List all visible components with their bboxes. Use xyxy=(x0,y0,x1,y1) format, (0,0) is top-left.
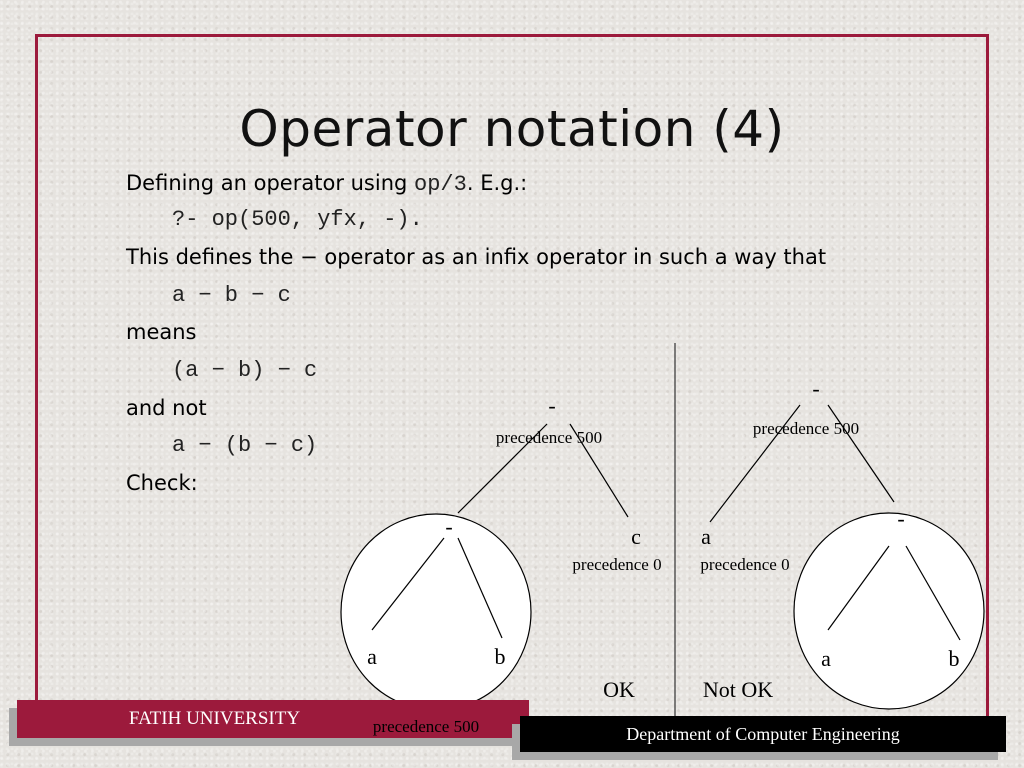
code-expression-3: a − (b − c) xyxy=(172,433,318,458)
defining-suffix: . E.g.: xyxy=(466,171,528,195)
footer-department-bar xyxy=(520,716,1006,752)
text-check: Check: xyxy=(126,471,198,495)
right-subtree-op: - xyxy=(897,506,905,531)
slide-title: Operator notation (4) xyxy=(239,100,785,158)
right-root-precedence: precedence 500 xyxy=(752,419,860,438)
text-and-not: and not xyxy=(126,396,207,420)
left-subtree-circle xyxy=(341,514,531,710)
right-leaf-a-precedence: precedence 0 xyxy=(700,555,790,574)
left-root-precedence: precedence 500 xyxy=(495,428,603,447)
footer-university-name: FATIH UNIVERSITY xyxy=(128,708,301,729)
defining-code: op/3 xyxy=(414,172,467,197)
right-subtree-leaf-a: a xyxy=(821,646,831,671)
this-defines-b: operator as an infix operator in such a way that xyxy=(317,245,827,269)
right-subtree-circle xyxy=(794,513,984,709)
left-leaf-a: a xyxy=(367,644,377,669)
left-leaf-b: b xyxy=(494,644,506,669)
footer-university-bar xyxy=(17,700,529,738)
left-subtree-op: - xyxy=(445,514,453,539)
text-means: means xyxy=(126,320,197,344)
footer-department-name: Department of Computer Engineering xyxy=(626,724,900,744)
left-circle-precedence: precedence 500 xyxy=(372,717,480,736)
left-leaf-c: c xyxy=(631,524,641,549)
left-verdict-ok: OK xyxy=(603,677,635,702)
this-defines-a: This defines the xyxy=(126,245,301,269)
left-leaf-c-precedence: precedence 0 xyxy=(572,555,662,574)
right-root-op: - xyxy=(812,376,820,401)
right-subtree-leaf-b: b xyxy=(948,646,960,671)
defining-prefix: Defining an operator using xyxy=(126,171,415,195)
right-verdict-not-ok: Not OK xyxy=(702,677,774,702)
code-op-definition: ?- op(500, yfx, -). xyxy=(172,207,423,232)
left-root-op: - xyxy=(548,393,556,418)
right-leaf-a: a xyxy=(701,524,711,549)
code-expression-1: a − b − c xyxy=(172,283,291,308)
code-expression-2: (a − b) − c xyxy=(172,358,318,383)
this-defines-op: − xyxy=(300,245,318,269)
